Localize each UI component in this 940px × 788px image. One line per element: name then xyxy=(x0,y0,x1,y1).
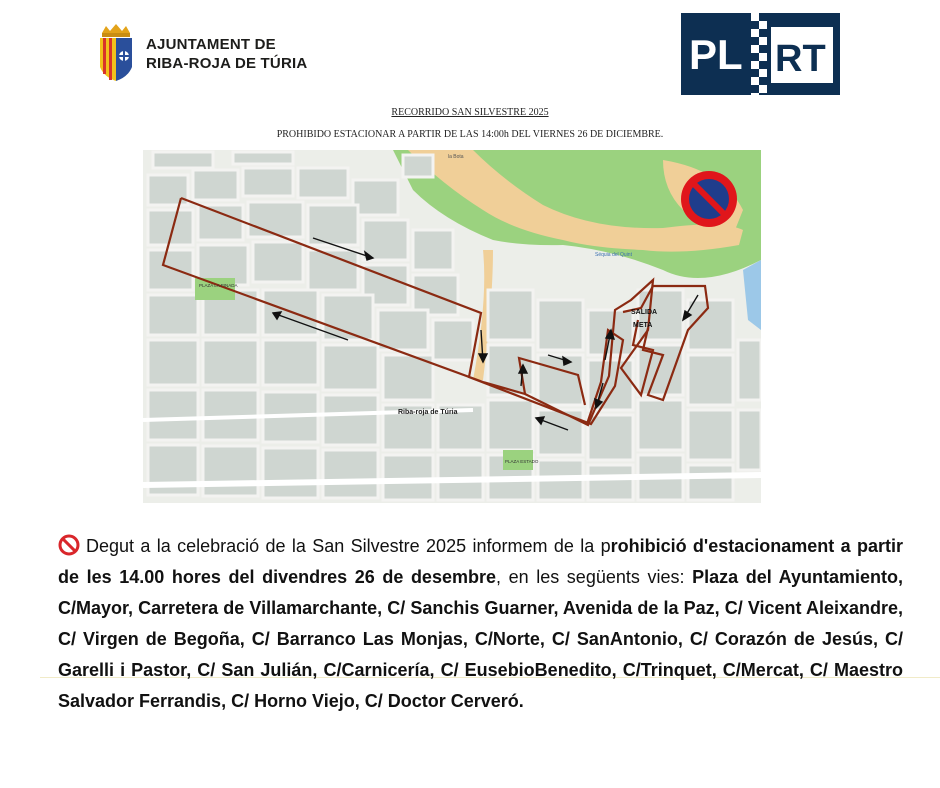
label-plaza-estado: PLAZA ESTADO xyxy=(505,459,539,464)
org-name-line2: RIBA-ROJA DE TÚRIA xyxy=(146,55,308,72)
label-meta: META xyxy=(633,322,653,329)
police-logo xyxy=(681,13,840,95)
notice-intro: Degut a la celebració de la San Silvestre 2025 informem de la p xyxy=(86,536,611,556)
notice-bold-prohibition: rohibició d'estacionament a partir de les 14.00 hores del divendres 26 de desembre xyxy=(58,536,903,587)
notice-street-list: Plaza del Ayuntamiento, C/Mayor, Carretera de Villamarchante, C/ Sanchis Guarner, Avenida de la Paz, C/ Vicent Aleixandre, C/ Virgen de Begoña, C/ Barranco Las Monjas, C/Norte, C/ SanAntonio, C/ Corazón de Jesús, C/ Garelli i Pastor, C/ San Julián, C/Carnicería, C/ EusebioBenedito, C/Trinquet, C/Mercat, C/ Maestro Salvador Ferrandis, C/ Horno Viejo, C/ Doctor Cerveró. xyxy=(58,567,903,711)
label-sequia: Séquia del Quint xyxy=(595,252,632,258)
no-parking-sign-icon xyxy=(681,171,737,227)
checkered-band xyxy=(751,13,767,95)
label-la-bota: la Bota xyxy=(448,154,464,160)
label-town: Riba-roja de Túria xyxy=(398,409,458,416)
parking-notice xyxy=(58,531,903,717)
map-subtitle: PROHIBIDO ESTACIONAR A PARTIR DE LAS 14:00h DEL VIERNES 26 DE DICIEMBRE. xyxy=(276,129,664,140)
logo-rt-text: RT xyxy=(775,38,826,80)
municipality-logo xyxy=(96,22,316,86)
logo-pl-text: PL xyxy=(689,31,743,78)
coat-of-arms-icon xyxy=(96,23,136,85)
map-title: RECORRIDO SAN SILVESTRE 2025 xyxy=(391,107,549,118)
no-entry-icon xyxy=(58,534,80,556)
notice-connector: , en les següents vies: xyxy=(495,567,693,587)
label-salida: SALIDA xyxy=(631,309,658,316)
org-name-line1: AJUNTAMENT DE xyxy=(146,36,276,53)
label-plaza-pinada: PLAZA LA PINADA xyxy=(199,283,238,288)
route-map xyxy=(143,150,761,503)
